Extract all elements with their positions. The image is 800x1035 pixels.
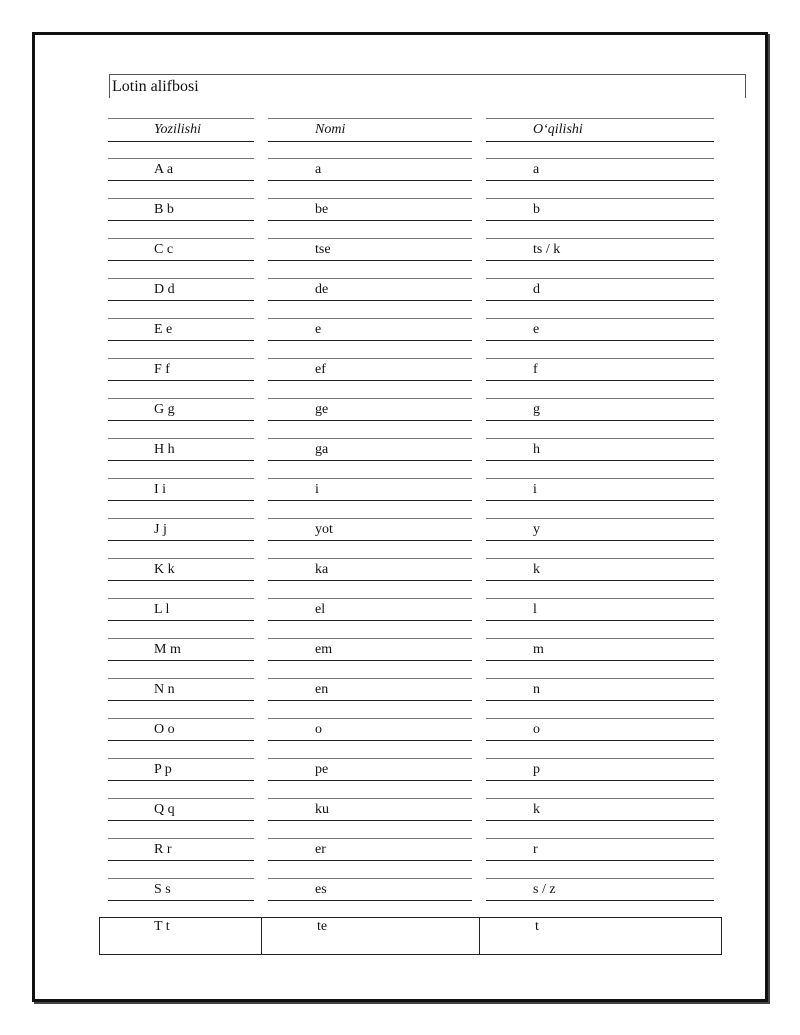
document-title: Lotin alifbosi <box>112 78 199 95</box>
cell-name: o <box>315 722 322 737</box>
cell-pronunciation: d <box>533 282 540 297</box>
rule-line <box>486 518 714 519</box>
cell-letter: K k <box>154 562 175 577</box>
rule-line <box>268 678 472 679</box>
rule-line <box>486 380 714 381</box>
rule-line <box>108 500 254 501</box>
rule-line <box>108 158 254 159</box>
cell-pronunciation: y <box>533 522 540 537</box>
rule-line <box>486 580 714 581</box>
cell-letter: J j <box>154 522 167 537</box>
rule-line <box>108 420 254 421</box>
cell-pronunciation: l <box>533 602 537 617</box>
cell-letter: O o <box>154 722 175 737</box>
rule-line <box>268 198 472 199</box>
cell-letter: P p <box>154 762 172 777</box>
rule-line <box>268 220 472 221</box>
rule-line <box>268 478 472 479</box>
rule-line <box>108 358 254 359</box>
rule-line <box>268 580 472 581</box>
rule-line <box>486 780 714 781</box>
rule-line <box>108 340 254 341</box>
last-row-divider-2 <box>479 917 480 955</box>
cell-pronunciation: b <box>533 202 540 217</box>
cell-name: ku <box>315 802 329 817</box>
rule-line <box>108 220 254 221</box>
rule-line <box>268 820 472 821</box>
rule-line <box>486 900 714 901</box>
cell-pronunciation: e <box>533 322 540 337</box>
rule-line <box>108 580 254 581</box>
cell-letter: G g <box>154 402 175 417</box>
rule-line <box>268 838 472 839</box>
rule-line <box>108 598 254 599</box>
cell-letter: F f <box>154 362 170 377</box>
rule-line <box>486 460 714 461</box>
cell-name: yot <box>315 522 333 537</box>
cell-pronunciation: h <box>533 442 540 457</box>
cell-pronunciation: g <box>533 402 540 417</box>
rule-line <box>268 758 472 759</box>
rule-line <box>108 660 254 661</box>
rule-line <box>486 798 714 799</box>
cell-name: ge <box>315 402 329 417</box>
rule-line <box>486 758 714 759</box>
rule-line <box>486 260 714 261</box>
cell-pronunciation: ts / k <box>533 242 561 257</box>
rule-line <box>268 260 472 261</box>
last-row-divider-1 <box>261 917 262 955</box>
rule-line <box>268 798 472 799</box>
cell-letter: H h <box>154 442 175 457</box>
rule-line <box>486 860 714 861</box>
rule-line <box>486 198 714 199</box>
cell-letter: L l <box>154 602 170 617</box>
title-box <box>109 74 746 98</box>
rule-line <box>268 358 472 359</box>
rule-line <box>108 878 254 879</box>
cell-pronunciation: p <box>533 762 540 777</box>
rule-line <box>108 238 254 239</box>
rule-line <box>486 700 714 701</box>
rule-line <box>268 318 472 319</box>
rule-line <box>108 718 254 719</box>
cell-letter: A a <box>154 162 174 177</box>
cell-letter: I i <box>154 482 167 497</box>
cell-name: el <box>315 602 326 617</box>
page-frame <box>32 32 768 1002</box>
rule-line <box>268 620 472 621</box>
cell-letter: R r <box>154 842 172 857</box>
cell-pronunciation: f <box>533 362 538 377</box>
cell-pronunciation: i <box>533 482 537 497</box>
cell-letter: N n <box>154 682 175 697</box>
cell-name: e <box>315 322 322 337</box>
cell-name: te <box>317 919 328 934</box>
rule-line <box>108 260 254 261</box>
rule-line <box>268 238 472 239</box>
cell-pronunciation: m <box>533 642 544 657</box>
cell-name: pe <box>315 762 329 777</box>
rule-line <box>486 740 714 741</box>
cell-name: es <box>315 882 327 897</box>
rule-line <box>108 740 254 741</box>
rule-line <box>486 158 714 159</box>
rule-line <box>108 198 254 199</box>
cell-pronunciation: n <box>533 682 540 697</box>
rule-line <box>268 141 472 142</box>
cell-letter: S s <box>154 882 171 897</box>
rule-line <box>486 620 714 621</box>
rule-line <box>108 838 254 839</box>
cell-letter: M m <box>154 642 181 657</box>
rule-line <box>486 558 714 559</box>
rule-line <box>268 718 472 719</box>
rule-line <box>486 638 714 639</box>
rule-line <box>108 860 254 861</box>
rule-line <box>268 158 472 159</box>
cell-letter: Q q <box>154 802 175 817</box>
cell-pronunciation: t <box>535 919 539 934</box>
rule-line <box>268 780 472 781</box>
cell-name: ga <box>315 442 329 457</box>
rule-line <box>486 838 714 839</box>
rule-line <box>268 398 472 399</box>
rule-line <box>268 420 472 421</box>
rule-line <box>108 558 254 559</box>
cell-pronunciation: a <box>533 162 540 177</box>
rule-line <box>486 118 714 119</box>
rule-line <box>486 500 714 501</box>
rule-line <box>268 900 472 901</box>
rule-line <box>108 700 254 701</box>
cell-pronunciation: o <box>533 722 540 737</box>
rule-line <box>108 118 254 119</box>
rule-line <box>486 540 714 541</box>
cell-letter: D d <box>154 282 175 297</box>
rule-line <box>486 598 714 599</box>
cell-name: em <box>315 642 333 657</box>
rule-line <box>108 478 254 479</box>
rule-line <box>268 740 472 741</box>
cell-letter: C c <box>154 242 174 257</box>
cell-name: i <box>315 482 319 497</box>
rule-line <box>486 278 714 279</box>
rule-line <box>268 460 472 461</box>
cell-name: en <box>315 682 329 697</box>
rule-line <box>108 780 254 781</box>
rule-line <box>268 860 472 861</box>
cell-pronunciation: k <box>533 802 540 817</box>
cell-name: ka <box>315 562 329 577</box>
rule-line <box>486 438 714 439</box>
cell-pronunciation: s / z <box>533 882 556 897</box>
rule-line <box>486 820 714 821</box>
rule-line <box>486 878 714 879</box>
rule-line <box>268 540 472 541</box>
rule-line <box>268 340 472 341</box>
column-header-pronunciation: O‘qilishi <box>533 122 583 137</box>
cell-letter: B b <box>154 202 174 217</box>
rule-line <box>486 340 714 341</box>
rule-line <box>108 900 254 901</box>
cell-name: tse <box>315 242 331 257</box>
cell-letter: T t <box>154 919 170 934</box>
rule-line <box>268 300 472 301</box>
rule-line <box>486 238 714 239</box>
rule-line <box>108 438 254 439</box>
rule-line <box>486 678 714 679</box>
rule-line <box>108 318 254 319</box>
rule-line <box>268 700 472 701</box>
rule-line <box>268 518 472 519</box>
cell-name: a <box>315 162 322 177</box>
cell-name: ef <box>315 362 326 377</box>
rule-line <box>108 180 254 181</box>
rule-line <box>108 620 254 621</box>
cell-name: be <box>315 202 329 217</box>
rule-line <box>486 358 714 359</box>
rule-line <box>108 540 254 541</box>
rule-line <box>268 380 472 381</box>
rule-line <box>108 798 254 799</box>
rule-line <box>268 180 472 181</box>
last-row-box <box>99 917 722 955</box>
rule-line <box>268 438 472 439</box>
rule-line <box>268 598 472 599</box>
rule-line <box>108 460 254 461</box>
rule-line <box>268 878 472 879</box>
rule-line <box>486 180 714 181</box>
rule-line <box>486 420 714 421</box>
rule-line <box>108 300 254 301</box>
rule-line <box>486 398 714 399</box>
rule-line <box>268 278 472 279</box>
rule-line <box>486 660 714 661</box>
rule-line <box>108 380 254 381</box>
column-header-name: Nomi <box>315 122 346 137</box>
cell-pronunciation: r <box>533 842 538 857</box>
rule-line <box>108 278 254 279</box>
rule-line <box>268 638 472 639</box>
rule-line <box>108 518 254 519</box>
rule-line <box>268 558 472 559</box>
cell-name: de <box>315 282 329 297</box>
cell-pronunciation: k <box>533 562 540 577</box>
rule-line <box>108 141 254 142</box>
rule-line <box>486 141 714 142</box>
rule-line <box>108 638 254 639</box>
rule-line <box>108 398 254 399</box>
rule-line <box>268 118 472 119</box>
rule-line <box>486 220 714 221</box>
rule-line <box>486 478 714 479</box>
rule-line <box>108 758 254 759</box>
rule-line <box>486 318 714 319</box>
rule-line <box>486 300 714 301</box>
rule-line <box>486 718 714 719</box>
cell-name: er <box>315 842 326 857</box>
rule-line <box>108 820 254 821</box>
cell-letter: E e <box>154 322 173 337</box>
rule-line <box>108 678 254 679</box>
rule-line <box>268 660 472 661</box>
column-header-writing: Yozilishi <box>154 122 201 137</box>
rule-line <box>268 500 472 501</box>
